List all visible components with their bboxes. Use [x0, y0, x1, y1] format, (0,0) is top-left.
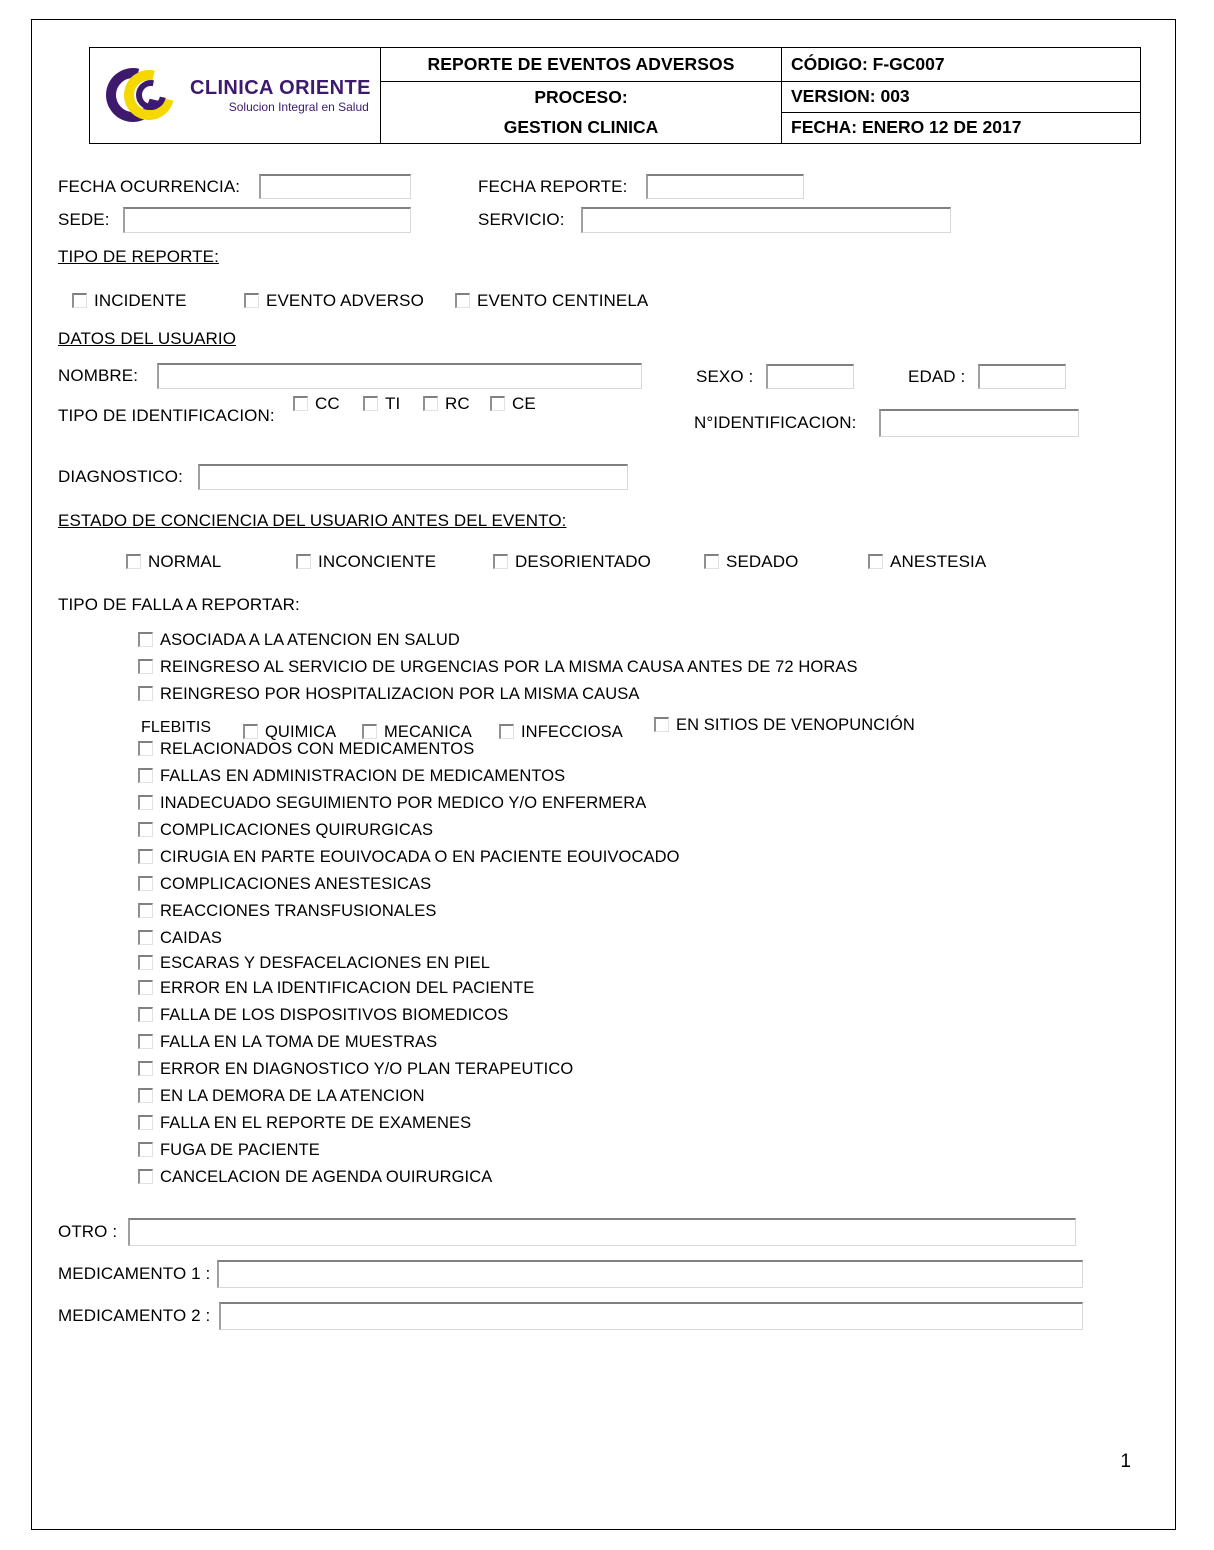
medicamento1-row — [58, 1260, 1083, 1288]
logo-text-block — [180, 77, 371, 115]
tipo-reporte-label: TIPO DE REPORTE: — [58, 247, 219, 266]
clinica-oriente-logo — [90, 55, 380, 137]
checkbox-falla-1-label: REINGRESO AL SERVICIO DE URGENCIAS POR LA MISMA CAUSA ANTES DE 72 HORAS — [160, 658, 858, 676]
checkbox-falla-1[interactable] — [138, 658, 858, 677]
fecha-reporte-label: FECHA REPORTE: — [478, 176, 628, 196]
n-identificacion-row — [694, 409, 1079, 437]
flebitis-label: FLEBITIS — [141, 719, 212, 736]
header-codigo-cell — [782, 48, 1141, 82]
checkbox-rc[interactable] — [423, 394, 470, 414]
header-logo-cell — [90, 48, 381, 144]
checkbox-evento-centinela-label: EVENTO CENTINELA — [477, 291, 649, 310]
tipo-falla-label: TIPO DE FALLA A REPORTAR: — [58, 595, 300, 614]
header-proceso-cell — [381, 82, 782, 144]
checkbox-falla-17-label: FALLA EN EL REPORTE DE EXAMENES — [160, 1114, 472, 1132]
checkbox-falla-4-box[interactable] — [138, 768, 153, 783]
edad-row — [908, 364, 1066, 389]
medicamento1-input[interactable] — [217, 1260, 1083, 1288]
checkbox-flebitis-infecciosa[interactable] — [499, 723, 623, 742]
document-title: REPORTE DE EVENTOS ADVERSOS — [427, 54, 735, 74]
checkbox-falla-15-label: ERROR EN DIAGNOSTICO Y/O PLAN TERAPEUTICO — [160, 1060, 574, 1078]
checkbox-inconciente-box[interactable] — [296, 554, 311, 569]
servicio-row — [478, 207, 951, 233]
servicio-label: SERVICIO: — [478, 210, 565, 229]
checkbox-falla-6-label: COMPLICACIONES QUIRURGICAS — [160, 821, 434, 839]
checkbox-falla-13-box[interactable] — [138, 1007, 153, 1022]
estado-conciencia-section-label-wrap — [58, 511, 567, 531]
document-page — [31, 19, 1176, 1530]
fecha-ocurrencia-label: FECHA OCURRENCIA: — [58, 176, 241, 196]
checkbox-desorientado[interactable] — [493, 552, 651, 572]
header-fecha-value: FECHA: ENERO 12 DE 2017 — [791, 117, 1022, 137]
checkbox-falla-12-label: ERROR EN LA IDENTIFICACION DEL PACIENTE — [160, 979, 535, 997]
medicamento2-row — [58, 1302, 1083, 1330]
checkbox-evento-adverso-box[interactable] — [244, 293, 259, 308]
sede-label: SEDE: — [58, 210, 110, 229]
checkbox-falla-14-box[interactable] — [138, 1034, 153, 1049]
checkbox-falla-9[interactable] — [138, 902, 436, 921]
otro-input[interactable] — [128, 1218, 1076, 1246]
checkbox-anestesia-label: ANESTESIA — [890, 552, 987, 571]
checkbox-falla-5-label: INADECUADO SEGUIMIENTO POR MEDICO Y/O ENFERMERA — [160, 794, 647, 812]
checkbox-falla-17-box[interactable] — [138, 1115, 153, 1130]
sede-input[interactable] — [123, 207, 411, 233]
checkbox-falla-14[interactable] — [138, 1033, 437, 1052]
checkbox-falla-5[interactable] — [138, 794, 646, 813]
checkbox-falla-3[interactable] — [138, 740, 474, 759]
nombre-label: NOMBRE: — [58, 366, 139, 385]
checkbox-falla-2[interactable] — [138, 685, 639, 704]
checkbox-flebitis-venopuncion[interactable] — [654, 716, 915, 735]
otro-label: OTRO : — [58, 1222, 118, 1241]
checkbox-inconciente-label: INCONCIENTE — [318, 552, 437, 571]
checkbox-falla-12-box[interactable] — [138, 980, 153, 995]
sexo-row — [696, 364, 854, 389]
sexo-input[interactable] — [766, 364, 854, 389]
checkbox-ce[interactable] — [490, 394, 536, 414]
fecha-reporte-input[interactable] — [646, 174, 804, 199]
checkbox-cc-box[interactable] — [293, 396, 308, 411]
servicio-input[interactable] — [581, 207, 951, 233]
checkbox-falla-17[interactable] — [138, 1114, 471, 1133]
checkbox-falla-16[interactable] — [138, 1087, 425, 1106]
checkbox-normal-label: NORMAL — [148, 552, 222, 571]
checkbox-falla-16-box[interactable] — [138, 1088, 153, 1103]
checkbox-falla-19-box[interactable] — [138, 1169, 153, 1184]
checkbox-falla-14-label: FALLA EN LA TOMA DE MUESTRAS — [160, 1033, 438, 1051]
edad-input[interactable] — [978, 364, 1066, 389]
checkbox-flebitis-infecciosa-label: INFECCIOSA — [521, 723, 623, 741]
fecha-ocurrencia-input[interactable] — [259, 174, 411, 199]
checkbox-normal-box[interactable] — [126, 554, 141, 569]
header-version-cell — [782, 82, 1141, 113]
checkbox-falla-8-label: COMPLICACIONES ANESTESICAS — [160, 875, 432, 893]
medicamento1-label: MEDICAMENTO 1 : — [58, 1264, 211, 1283]
checkbox-falla-4-label: FALLAS EN ADMINISTRACION DE MEDICAMENTOS — [160, 767, 566, 785]
diagnostico-row — [58, 464, 628, 490]
checkbox-falla-0-label: ASOCIADA A LA ATENCION EN SALUD — [160, 631, 460, 649]
checkbox-falla-6[interactable] — [138, 821, 433, 840]
medicamento2-label: MEDICAMENTO 2 : — [58, 1306, 211, 1325]
tipo-falla-section-label-wrap — [58, 595, 300, 615]
checkbox-normal[interactable] — [126, 552, 221, 572]
checkbox-incidente[interactable] — [72, 291, 187, 311]
checkbox-evento-centinela[interactable] — [455, 291, 648, 311]
checkbox-falla-15-box[interactable] — [138, 1061, 153, 1076]
tipo-reporte-section-label-wrap — [58, 247, 219, 267]
document-header-table — [89, 47, 1141, 144]
checkbox-flebitis-mecanica-box[interactable] — [362, 724, 377, 739]
logo-tagline: Solucion Integral en Salud — [228, 99, 369, 114]
checkbox-sedado-label: SEDADO — [726, 552, 799, 571]
edad-label: EDAD : — [908, 366, 966, 386]
datos-usuario-label: DATOS DEL USUARIO — [58, 329, 237, 348]
flebitis-label-wrap — [141, 718, 211, 738]
checkbox-flebitis-venopuncion-label: EN SITIOS DE VENOPUNCIÓN — [676, 716, 915, 734]
checkbox-falla-11-box[interactable] — [138, 955, 153, 970]
checkbox-ce-box[interactable] — [490, 396, 505, 411]
estado-conciencia-label: ESTADO DE CONCIENCIA DEL USUARIO ANTES DEL EVENTO: — [58, 511, 567, 530]
checkbox-ti[interactable] — [363, 394, 400, 414]
checkbox-falla-2-label: REINGRESO POR HOSPITALIZACION POR LA MISMA CAUSA — [160, 685, 640, 703]
checkbox-flebitis-mecanica-label: MECANICA — [384, 723, 472, 741]
checkbox-flebitis-infecciosa-box[interactable] — [499, 724, 514, 739]
sexo-label: SEXO : — [696, 366, 754, 386]
checkbox-falla-8-box[interactable] — [138, 876, 153, 891]
header-version-value: VERSION: 003 — [791, 86, 910, 106]
diagnostico-input[interactable] — [198, 464, 628, 490]
checkbox-falla-18-label: FUGA DE PACIENTE — [160, 1141, 320, 1159]
checkbox-rc-box[interactable] — [423, 396, 438, 411]
checkbox-cc[interactable] — [293, 394, 340, 414]
checkbox-falla-19[interactable] — [138, 1168, 492, 1187]
checkbox-falla-13-label: FALLA DE LOS DISPOSITIVOS BIOMEDICOS — [160, 1006, 509, 1024]
diagnostico-label: DIAGNOSTICO: — [58, 467, 183, 486]
checkbox-sedado[interactable] — [704, 552, 798, 572]
nombre-row — [58, 363, 642, 389]
fecha-reporte-row — [478, 174, 804, 199]
header-codigo-value: CÓDIGO: F-GC007 — [791, 53, 945, 74]
checkbox-incidente-box[interactable] — [72, 293, 87, 308]
logo-company-name: CLINICA ORIENTE — [190, 76, 371, 99]
checkbox-evento-adverso-label: EVENTO ADVERSO — [266, 291, 424, 310]
sede-row — [58, 207, 411, 233]
checkbox-flebitis-quimica-box[interactable] — [243, 724, 258, 739]
checkbox-desorientado-label: DESORIENTADO — [515, 552, 651, 571]
checkbox-ti-box[interactable] — [363, 396, 378, 411]
checkbox-falla-3-box[interactable] — [138, 741, 153, 756]
checkbox-falla-12[interactable] — [138, 979, 534, 998]
checkbox-incidente-label: INCIDENTE — [94, 291, 187, 310]
checkbox-evento-adverso[interactable] — [244, 291, 424, 311]
checkbox-falla-4[interactable] — [138, 767, 565, 786]
checkbox-sedado-box[interactable] — [704, 554, 719, 569]
header-document-title-cell — [381, 48, 782, 82]
nombre-input[interactable] — [157, 363, 642, 389]
checkbox-falla-15[interactable] — [138, 1060, 573, 1079]
header-proceso-label: PROCESO: — [534, 86, 628, 107]
checkbox-falla-9-label: REACCIONES TRANSFUSIONALES — [160, 902, 437, 920]
page-number: 1 — [1120, 1451, 1131, 1472]
checkbox-falla-10[interactable] — [138, 929, 222, 948]
checkbox-falla-6-box[interactable] — [138, 822, 153, 837]
checkbox-ce-label: CE — [512, 394, 536, 413]
checkbox-falla-19-label: CANCELACION DE AGENDA OUIRURGICA — [160, 1168, 493, 1186]
checkbox-anestesia[interactable] — [868, 552, 986, 572]
checkbox-falla-9-box[interactable] — [138, 903, 153, 918]
checkbox-falla-7-label: CIRUGIA EN PARTE EOUIVOCADA O EN PACIENTE EOUIVOCADO — [160, 848, 680, 866]
checkbox-falla-16-label: EN LA DEMORA DE LA ATENCION — [160, 1087, 425, 1105]
checkbox-falla-7[interactable] — [138, 848, 680, 867]
checkbox-falla-8[interactable] — [138, 875, 431, 894]
checkbox-falla-3-label: RELACIONADOS CON MEDICAMENTOS — [160, 740, 475, 758]
checkbox-falla-11[interactable] — [138, 954, 490, 973]
medicamento2-input[interactable] — [219, 1302, 1083, 1330]
checkbox-falla-2-box[interactable] — [138, 686, 153, 701]
checkbox-falla-1-box[interactable] — [138, 659, 153, 674]
checkbox-falla-18[interactable] — [138, 1141, 320, 1160]
checkbox-cc-label: CC — [315, 394, 340, 413]
checkbox-falla-0[interactable] — [138, 631, 460, 650]
checkbox-falla-10-label: CAIDAS — [160, 929, 223, 947]
checkbox-evento-centinela-box[interactable] — [455, 293, 470, 308]
checkbox-desorientado-box[interactable] — [493, 554, 508, 569]
checkbox-falla-5-box[interactable] — [138, 795, 153, 810]
n-identificacion-input[interactable] — [879, 409, 1079, 437]
checkbox-falla-0-box[interactable] — [138, 632, 153, 647]
datos-usuario-section-label-wrap — [58, 329, 236, 349]
checkbox-ti-label: TI — [385, 394, 401, 413]
checkbox-falla-11-label: ESCARAS Y DESFACELACIONES EN PIEL — [160, 954, 491, 972]
tipo-identificacion-row — [58, 406, 275, 426]
checkbox-anestesia-box[interactable] — [868, 554, 883, 569]
logo-mark-icon — [106, 66, 180, 126]
otro-row — [58, 1218, 1076, 1246]
fecha-ocurrencia-row — [58, 174, 411, 199]
checkbox-flebitis-quimica-label: QUIMICA — [265, 723, 337, 741]
n-identificacion-label: N°IDENTIFICACION: — [694, 413, 857, 432]
header-fecha-cell — [782, 113, 1141, 144]
checkbox-falla-7-box[interactable] — [138, 849, 153, 864]
checkbox-falla-13[interactable] — [138, 1006, 508, 1025]
checkbox-flebitis-venopuncion-box[interactable] — [654, 717, 669, 732]
checkbox-rc-label: RC — [445, 394, 470, 413]
checkbox-falla-10-box[interactable] — [138, 930, 153, 945]
header-proceso-value: GESTION CLINICA — [503, 116, 659, 137]
checkbox-falla-18-box[interactable] — [138, 1142, 153, 1157]
tipo-identificacion-label: TIPO DE IDENTIFICACION: — [58, 406, 275, 425]
checkbox-inconciente[interactable] — [296, 552, 436, 572]
